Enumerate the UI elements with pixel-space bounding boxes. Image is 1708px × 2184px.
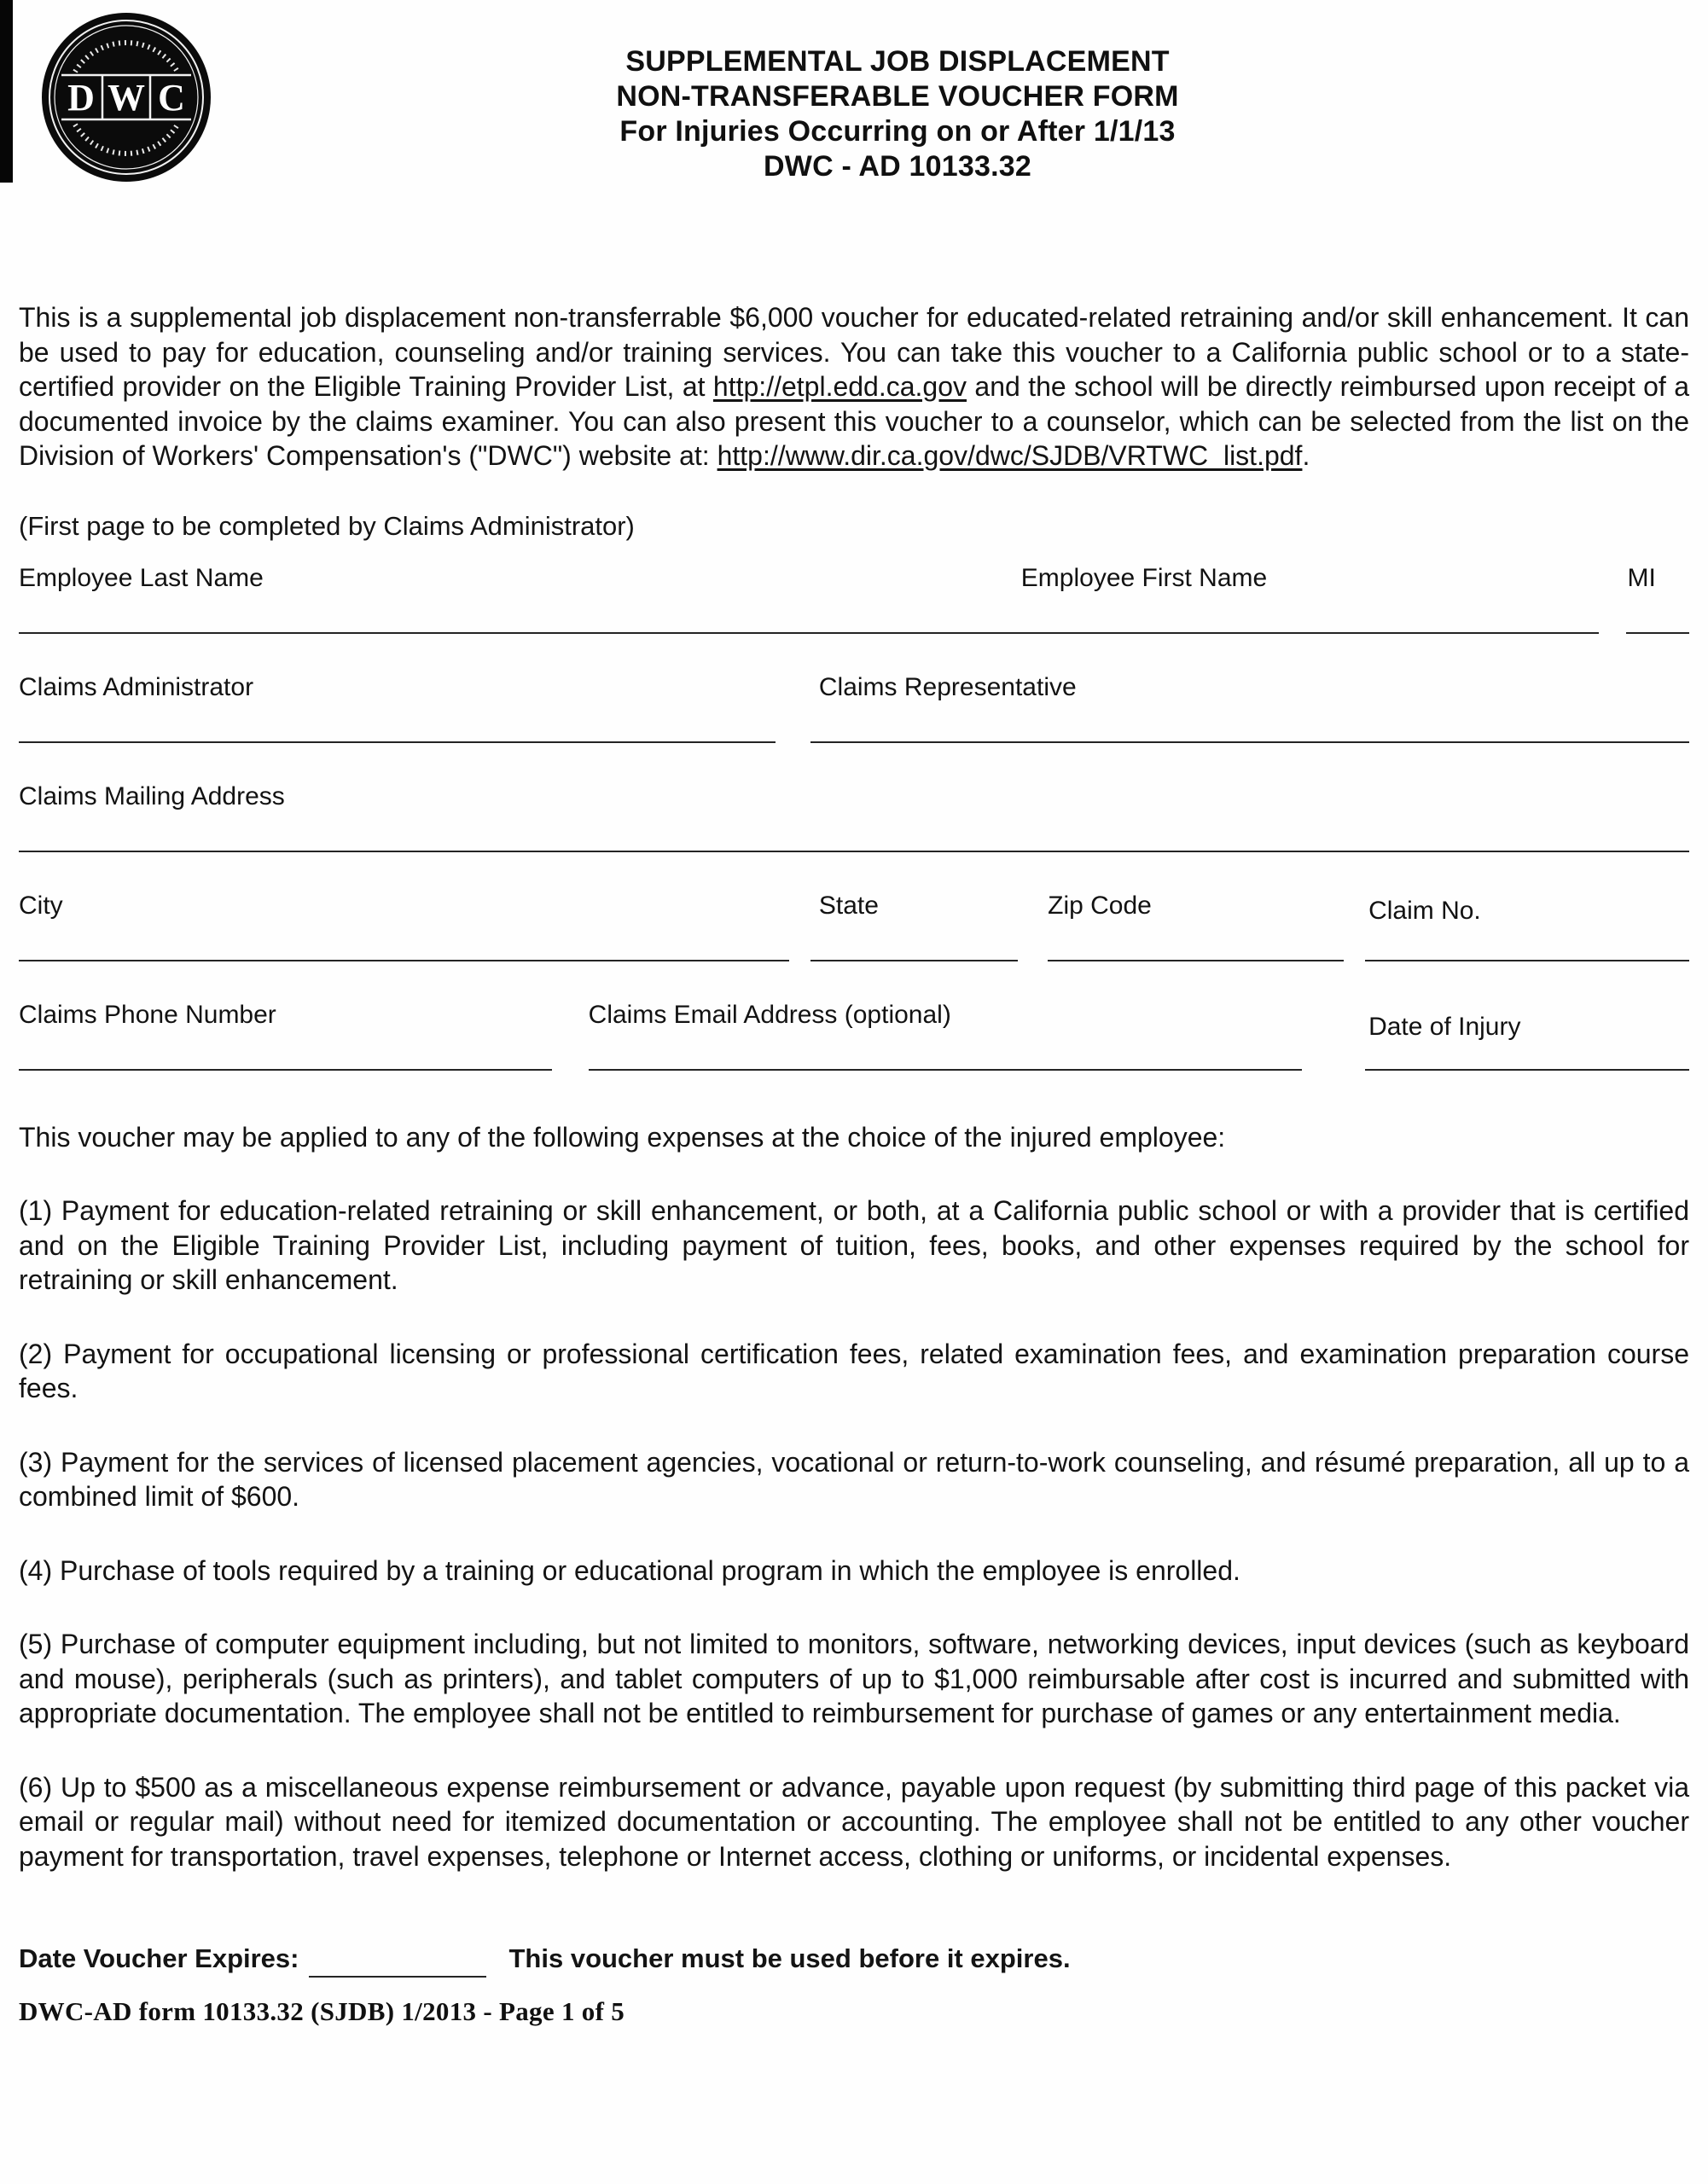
dwc-logo xyxy=(41,12,212,183)
label-mi: MI xyxy=(1627,563,1656,592)
label-employee-last-name: Employee Last Name xyxy=(19,563,264,592)
logo-letter-w: W xyxy=(107,77,145,119)
expense-item-6: (6) Up to $500 as a miscellaneous expense reimbursement or advance, payable upon request (by submitting third page of this packet via email or regular mail) without need for itemized documentation or accounting. The employee shall not be entitled to any other voucher payment for transportation, travel expenses, telephone or Internet access, clothing or uniforms, or incidental expenses. xyxy=(19,1771,1689,1872)
form-row-claims-admin xyxy=(19,673,1689,743)
scan-artifact-bar xyxy=(0,0,13,183)
expense-item-3: (3) Payment for the services of licensed placement agencies, vocational or return-to-work counseling, and résumé preparation, all up to a combined limit of $600. xyxy=(19,1446,1689,1512)
logo-letter-c: C xyxy=(158,77,185,119)
field-line-employee-name xyxy=(19,632,1599,634)
form-title-block xyxy=(360,44,1435,184)
field-line-claim-no xyxy=(1365,960,1689,961)
label-employee-first-name: Employee First Name xyxy=(1020,563,1268,592)
date-voucher-expires-label: Date Voucher Expires: xyxy=(19,1943,299,1973)
field-line-claims-email-address xyxy=(589,1069,1302,1071)
form-header xyxy=(19,10,1689,191)
label-claim-no: Claim No. xyxy=(1368,896,1481,925)
label-claims-email-address: Claims Email Address (optional) xyxy=(588,1000,951,1029)
field-line-expiration-date xyxy=(309,1945,486,1978)
intro-text-2: and the school will be directly reimbursed upon receipt of a documented invoice by the claims examiner. You can also present this voucher to a counselor, which can be selected from the list on the Division of Workers' Compensation's ("DWC") website at: xyxy=(19,371,1690,471)
title-line-3: For Injuries Occurring on or After 1/1/13 xyxy=(619,115,1176,148)
claims-admin-instruction: (First page to be completed by Claims Administrator) xyxy=(19,510,635,541)
expense-item-5: (5) Purchase of computer equipment including, but not limited to monitors, software, networking devices, input devices (such as keyboard and mouse), peripherals (such as printers), and tablet computers of up to $1,000 reimbursable after cost is incurred and submitted with appropriate documentation. The employee shall not be entitled to reimbursement for purchase of games or any entertainment media. xyxy=(19,1629,1689,1728)
intro-text-1: This is a supplemental job displacement non-transferrable $6,000 voucher for educated-related retraining and/or skill enhancement. It can be used to pay for education, counseling and/or training services. You can take this voucher to a California public school or to a state-certified provider on the Eligible Training Provider List, at xyxy=(19,302,1689,402)
label-zip-code: Zip Code xyxy=(1048,891,1152,920)
field-line-claims-mailing-address xyxy=(19,851,1689,852)
expiration-note: This voucher must be used before it expires. xyxy=(508,1943,1071,1973)
field-line-zip-code xyxy=(1048,960,1344,961)
field-line-city xyxy=(19,960,789,961)
etpl-link[interactable]: http://etpl.edd.ca.gov xyxy=(712,371,967,402)
field-line-claims-administrator xyxy=(19,741,776,743)
intro-paragraph xyxy=(19,300,1689,473)
intro-text-3: . xyxy=(1302,440,1310,471)
form-number-footer: DWC-AD form 10133.32 (SJDB) 1/2013 - Page 1 of 5 xyxy=(19,1996,625,2026)
field-line-claims-phone-number xyxy=(19,1069,552,1071)
expense-item-2: (2) Payment for occupational licensing or professional certification fees, related examination fees, and examination preparation course fees. xyxy=(19,1338,1689,1403)
label-claims-representative: Claims Representative xyxy=(818,672,1077,701)
form-row-city-state-zip xyxy=(19,892,1689,961)
title-line-1: SUPPLEMENTAL JOB DISPLACEMENT xyxy=(625,45,1170,78)
field-line-claims-representative xyxy=(810,741,1689,743)
label-claims-phone-number: Claims Phone Number xyxy=(19,1000,276,1029)
logo-letter-d: D xyxy=(67,77,95,119)
label-date-of-injury: Date of Injury xyxy=(1368,1012,1521,1041)
vrtwc-list-link[interactable]: http://www.dir.ca.gov/dwc/SJDB/VRTWC_list.pdf xyxy=(717,440,1303,471)
expense-item-4: (4) Purchase of tools required by a training or educational program in which the employee is enrolled. xyxy=(19,1554,1240,1586)
form-row-phone-email-injury xyxy=(19,1001,1689,1071)
dwc-seal-icon xyxy=(41,12,212,183)
field-line-date-of-injury xyxy=(1365,1069,1689,1071)
claims-admin-fields xyxy=(19,564,1689,1071)
form-row-mailing-address xyxy=(19,782,1689,852)
expenses-intro: This voucher may be applied to any of the following expenses at the choice of the injured employee: xyxy=(19,1121,1226,1153)
title-line-4: DWC - AD 10133.32 xyxy=(764,150,1031,183)
expense-item-1: (1) Payment for education-related retraining or skill enhancement, or both, at a California public school or with a provider that is certified and on the Eligible Training Provider List, including payment of tuition, fees, books, and other expenses required by the school for retraining or skill enhancement. xyxy=(19,1195,1689,1295)
label-claims-mailing-address: Claims Mailing Address xyxy=(19,781,285,810)
label-city: City xyxy=(19,891,63,920)
label-claims-administrator: Claims Administrator xyxy=(19,672,254,701)
field-line-mi xyxy=(1626,632,1689,634)
voucher-expiration-row xyxy=(19,1935,1689,1974)
title-line-2: NON-TRANSFERABLE VOUCHER FORM xyxy=(616,80,1179,113)
field-line-state xyxy=(810,960,1018,961)
form-row-employee-name xyxy=(19,564,1689,634)
label-state: State xyxy=(818,891,879,920)
